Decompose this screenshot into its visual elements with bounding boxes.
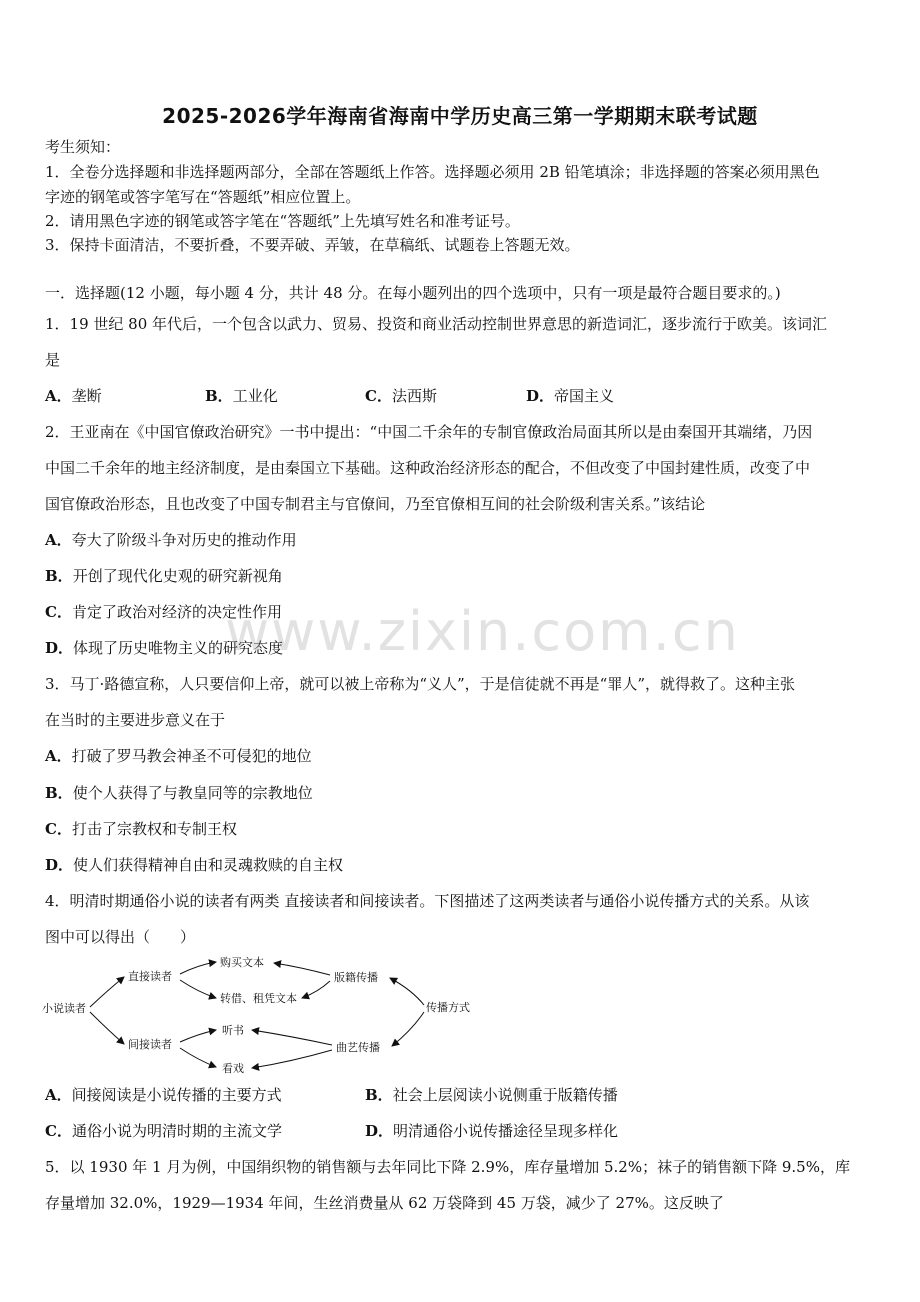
diagram-node-rent: 转借、租凭文本: [220, 992, 297, 1005]
question-4-stem: 图中可以得出（ ）: [45, 928, 196, 946]
question-4-stem: 4．明清时期通俗小说的读者有两类 直接读者和间接读者。下图描述了这两类读者与通俗小说传播方式的关系。从该: [45, 892, 810, 910]
diagram-node-buy: 购买文本: [220, 956, 264, 969]
diagram-node-listen: 听书: [222, 1024, 244, 1037]
diagram-node-mode: 传播方式: [426, 1001, 470, 1014]
diagram-arrow: [392, 1012, 424, 1046]
q1-option-d: D．帝国主义: [526, 387, 615, 405]
diagram-arrow: [252, 1030, 332, 1045]
diagram-arrow: [302, 981, 330, 998]
diagram-arrow: [180, 962, 216, 974]
notice-line: 字迹的钢笔或答字笔写在“答题纸”相应位置上。: [45, 188, 361, 206]
q4-option-c: C．通俗小说为明清时期的主流文学: [45, 1122, 282, 1140]
question-3-stem: 在当时的主要进步意义在于: [45, 711, 226, 729]
q2-option-a: A．夸大了阶级斗争对历史的推动作用: [45, 531, 297, 549]
question-5-stem: 5．以 1930 年 1 月为例，中国绢织物的销售额与去年同比下降 2.9%，库存量增加 5.2%；袜子的销售额下降 9.5%，库: [45, 1158, 850, 1176]
q3-option-c: C．打击了宗教权和专制王权: [45, 820, 237, 838]
q4-option-d: D．明清通俗小说传播途径呈现多样化: [365, 1122, 619, 1140]
question-3-stem: 3．马丁·路德宣称，人只要信仰上帝，就可以被上帝称为“义人”，于是信徒就不再是“罪人”，就得救了。这种主张: [45, 675, 795, 693]
diagram-node-print: 版籍传播: [334, 971, 378, 984]
reader-diagram: [40, 950, 500, 1080]
question-5-stem: 存量增加 32.0%，1929—1934 年间，生丝消费量从 62 万袋降到 45 万袋，减少了 27%。这反映了: [45, 1194, 724, 1212]
q3-option-a: A．打破了罗马教会神圣不可侵犯的地位: [45, 747, 312, 765]
q2-option-c: C．肯定了政治对经济的决定性作用: [45, 603, 282, 621]
q2-option-d: D．体现了历史唯物主义的研究态度: [45, 639, 284, 657]
notice-line: 1．全卷分选择题和非选择题两部分，全部在答题纸上作答。选择题必须用 2B 铅笔填涂；非选择题的答案必须用黑色: [45, 163, 820, 181]
diagram-node-folk: 曲艺传播: [336, 1041, 380, 1054]
question-2-stem: 2．王亚南在《中国官僚政治研究》一书中提出：“中国二千余年的专制官僚政治局面其所以是由秦国开其端绪，乃因: [45, 423, 813, 441]
exam-title: 2025-2026学年海南省海南中学历史高三第一学期期末联考试题: [162, 104, 758, 128]
q1-option-c: C．法西斯: [365, 387, 437, 405]
diagram-node-watch: 看戏: [222, 1062, 244, 1075]
q1-option-a: A．垄断: [45, 387, 102, 405]
notice-line: 3．保持卡面清洁，不要折叠，不要弄破、弄皱，在草稿纸、试题卷上答题无效。: [45, 236, 580, 254]
question-2-stem: 中国二千余年的地主经济制度，是由秦国立下基础。这种政治经济形态的配合，不但改变了中国封建性质，改变了中: [45, 459, 811, 477]
notice-line: 2．请用黑色字迹的钢笔或答字笔在“答题纸”上先填写姓名和准考证号。: [45, 212, 520, 230]
diagram-arrow: [90, 977, 124, 1007]
q4-option-a: A．间接阅读是小说传播的主要方式: [45, 1086, 282, 1104]
diagram-arrow: [252, 1050, 332, 1068]
diagram-arrow: [274, 963, 330, 975]
watermark: www.zixin.com.cn: [225, 600, 740, 663]
diagram-node-root: 小说读者: [42, 1002, 86, 1015]
diagram-arrow: [90, 1012, 124, 1044]
q2-option-b: B．开创了现代化史观的研究新视角: [45, 567, 283, 585]
q3-option-b: B．使个人获得了与教皇同等的宗教地位: [45, 784, 313, 802]
diagram-node-indirect: 间接读者: [128, 1038, 172, 1051]
diagram-arrow: [180, 980, 216, 998]
question-1-stem: 1．19 世纪 80 年代后，一个包含以武力、贸易、投资和商业活动控制世界意思的新造词汇，逐步流行于欧美。该词汇: [45, 315, 828, 333]
diagram-arrow: [180, 1030, 216, 1042]
q1-option-b: B．工业化: [205, 387, 278, 405]
section-heading: 一．选择题(12 小题，每小题 4 分，共计 48 分。在每小题列出的四个选项中，只有一项是最符合题目要求的。): [45, 284, 781, 302]
q3-option-d: D．使人们获得精神自由和灵魂救赎的自主权: [45, 856, 344, 874]
diagram-node-direct: 直接读者: [128, 970, 172, 983]
question-1-stem: 是: [45, 351, 61, 369]
diagram-arrow: [180, 1048, 216, 1067]
notice-heading: 考生须知：: [45, 138, 121, 156]
question-2-stem: 国官僚政治形态，且也改变了中国专制君主与官僚间，乃至官僚相互间的社会阶级利害关系。”该结论: [45, 495, 706, 513]
q4-option-b: B．社会上层阅读小说侧重于版籍传播: [365, 1086, 618, 1104]
diagram-arrow: [390, 978, 424, 1005]
